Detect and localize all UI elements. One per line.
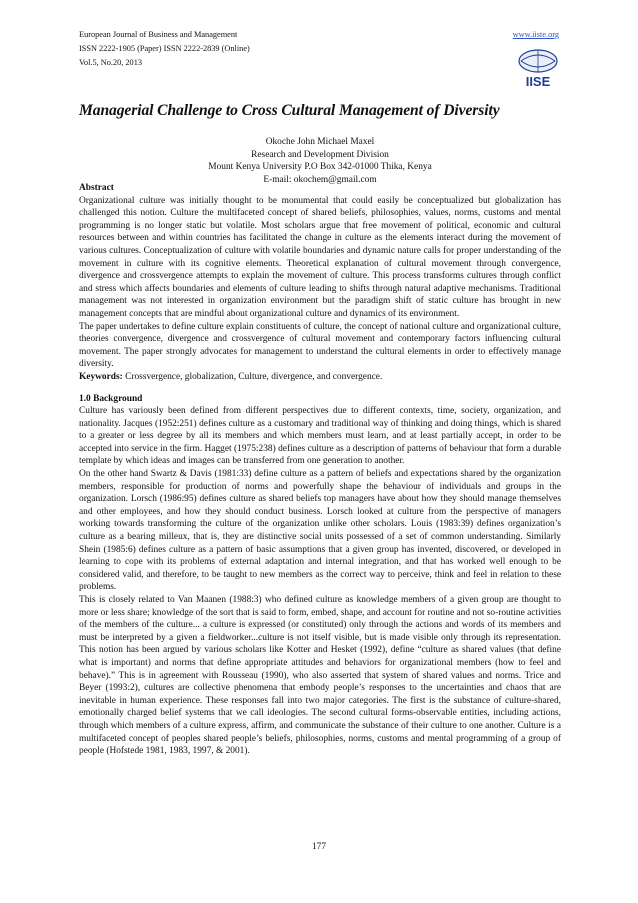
keywords-text: Crossvergence, globalization, Culture, divergence, and convergence. <box>122 371 383 382</box>
logo-text: IISE <box>525 74 551 89</box>
volume-line: Vol.5, No.20, 2013 <box>79 58 142 67</box>
paper-title: Managerial Challenge to Cross Cultural Management of Diversity <box>79 102 500 119</box>
abstract-heading: Abstract <box>79 183 114 193</box>
author-name: Okoche John Michael Maxel <box>265 137 375 147</box>
keywords-label: Keywords: <box>79 371 123 382</box>
paper-body <box>79 182 561 758</box>
keywords-line <box>79 371 561 384</box>
journal-name: European Journal of Business and Management <box>79 30 238 39</box>
author-email: E-mail: okochem@gmail.com <box>263 174 377 185</box>
abstract-paragraph-2: The paper undertakes to define culture explain constituents of culture, the concept of national culture and organizational culture, theories convergence, divergence and crossvergence of cultural movement and contemporary factors influencing cultural movement. The paper strongly advocates for management to understand the cultural elements in order to effectively manage diversity. <box>79 321 561 370</box>
author-block <box>79 136 561 186</box>
iiste-logo <box>515 47 561 91</box>
journal-url-link[interactable]: www.iiste.org <box>512 30 559 39</box>
issn-line: ISSN 2222-1905 (Paper) ISSN 2222-2839 (Online) <box>79 44 250 53</box>
journal-header <box>79 28 559 70</box>
background-paragraph-2: On the other hand Swartz & Davis (1981:33) define culture as a pattern of beliefs and expectations shared by the organization members, responsible for production of norms and powerfully shape the behaviour of individuals and groups in the organization. Lorsch (1986:95) defines culture as shared beliefs top managers have about how they should manage themselves and other employees, and how they should conduct business. Lorsch looked at culture from the perspective of managers working towards transforming the culture of the organization unlike other scholars. Louis (1983:39) defines organization’s culture as a bearing milleux, that is, they are distinctive social units possessed of a set of common understanding. Similarly Shein (1985:6) defines culture as a pattern of basic assumptions that a given group has invented, discovered, or developed in learning to cope with its problems of external adaptation and internal integration, and that has worked well enough to be considered valid, and therefore, to be taught to new members as the correct way to perceive, think and feel in relation to these problems. <box>79 469 561 593</box>
abstract-paragraph-1: Organizational culture was initially thought to be monumental that could easily be conceptualized but globalization has challenged this notion. Culture the multifaceted concept of shared beliefs, philosophies, values, norms, customs and mental programming is no longer static but volatile. Most scholars argue that free movement of political, economic and cultural resources between and within countries has facilitated the change in culture as the elements interact during the movement of various cultures. Conceptualization of culture with volatile boundaries and dynamic nature calls for proper understanding of the movement in culture with its cognitive elements. Theoretical explanation of cultural movement through convergence, divergence and crossvergence attempts to explain the movement of culture. This process transforms cultures through conflict and stress which affects boundaries and elements of culture leading to shifts through natural adaptive mechanisms. Traditional management was not interested in organization environment but the paradigm shift of static culture has brought in new management concepts that are mindful about organizational culture and dynamics of its environment. <box>79 195 561 319</box>
author-address: Mount Kenya University P.O Box 342-01000 Thika, Kenya <box>208 162 432 173</box>
author-division: Research and Development Division <box>251 149 389 160</box>
background-paragraph-1: Culture has variously been defined from different perspectives due to different contexts, time, society, organization, and nationality. Jacques (1952:251) defines culture as a customary and traditional way of thinking and doing things, which is shared to a greater or less degree by all its members and which members must learn, and at least partially accept, in order to be accepted into service in the firm. Hagget (1975:238) defines culture as a description of patterns of behaviour that form a durable template by which ideas and images can be transferred from one generation to another. <box>79 406 561 467</box>
background-paragraph-3: This is closely related to Van Maanen (1988:3) who defined culture as knowledge members of a given group are thought to more or less share; knowledge of the sort that is said to form, embed, shape, and account for routine and not so-routine activities of the members of the culture... a culture is expressed (or constituted) only through the actions and words of its members and must be interpreted by a given a fieldworker...culture is not itself visible, but is made visible only through its representation. This notion has been argued by various scholars like Kotter and Hesket (1992), define “culture as shared values (that define what is important) and norms that define appropriate attitudes and behaviors for organizational members (how to feel and behave).” This is in agreement with Rousseau (1990), who also asserted that system of shared values and norms. Trice and Beyer (1993:2), cultures are collective phenomena that embody people’s responses to the uncertainties and chaos that are inevitable in human experience. These responses fall into two major categories. The first is the substance of culture-shared, emotionally charged belief systems that we call ideologies. The second cultural forms-observable entities, including actions, through which members of a culture express, affirm, and communicate the substance of their culture to one another. Culture is a multifaceted concept of peoples shared people’s beliefs, philosophies, norms, customs and mental programming of a group of people (Hofstede 1981, 1983, 1997, & 2001). <box>79 595 561 757</box>
page-number: 177 <box>311 842 327 852</box>
background-heading: 1.0 Background <box>79 393 143 404</box>
